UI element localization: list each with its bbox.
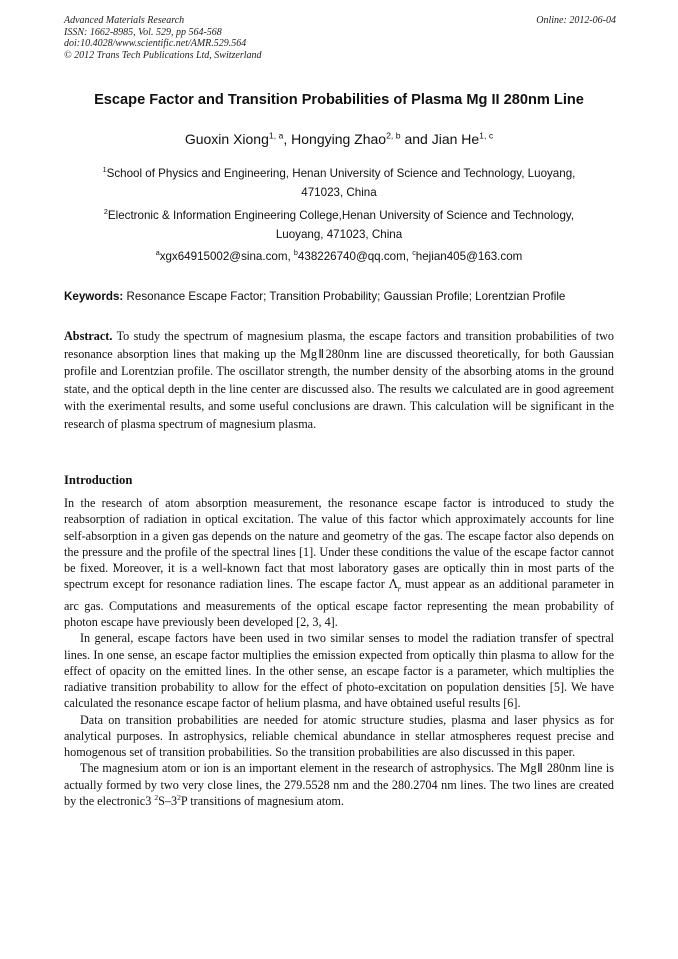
affiliation-mark: 2 [103,207,108,217]
email-mark: c [412,248,416,258]
journal-name: Advanced Materials Research [64,15,185,26]
abstract-label: Abstract. [64,329,113,343]
paper-title: Escape Factor and Transition Probabilities of Plasma Mg II 280nm Line [94,92,584,108]
email-address: 438226740@qq.com, [297,250,413,263]
symbol-subscript: r [397,585,401,594]
author-affiliation-mark: 1, c [479,130,494,141]
author-name: Jian He [431,131,480,147]
journal-header [64,15,616,61]
author-affiliation-mark: 1, a [268,130,284,141]
author-separator: , [283,131,292,147]
author-name: Hongying Zhao [291,131,387,147]
keywords-text: Resonance Escape Factor; Transition Probability; Gaussian Profile; Lorentzian Profile [123,290,566,303]
author-affiliation-mark: 2, b [386,130,401,141]
paragraph-text: The magnesium atom or ion is an important element in the research of astrophysics. The MgⅡ 280nm line is actually formed by two very close lines, the 279.5528 nm and the 280.2704 nm lines. The two lines are created by the electronic3 [64,761,614,808]
online-date: Online: 2012-06-04 [536,15,616,26]
author-name: Guoxin Xiong [184,131,269,147]
email-mark: a [155,248,160,258]
keywords [64,290,624,303]
affiliation-text: Electronic & Information Engineering College,Henan University of Science and Technology, Luoyang, 471023, China [107,209,575,241]
affiliation [82,206,596,244]
keywords-label: Keywords: [64,290,124,303]
author-list [0,131,678,147]
introduction-body [64,495,614,809]
paragraph: In general, escape factors have been used in two similar senses to model the radiation transfer of spectral lines. In one sense, an escape factor multiplies the emission expected from optically thin plasma to allow for the effect of opacity on the emitted lines. In the other sense, an escape factor is a parameter, which multiplies the radiative transition probability to allow for the effect of photo-excitation on population densities [5]. We have calculated the resonance escape factor of helium plasma, and have obtained useful results [6]. [64,631,614,711]
email-address: hejian405@163.com [415,250,523,263]
symbol-lambda: Λ [388,577,398,592]
affiliation-text: School of Physics and Engineering, Henan University of Science and Technology, Luoyang, 471023, China [106,167,576,199]
escape-factor-symbol [388,577,401,594]
paragraph-text: In the research of atom absorption measurement, the resonance escape factor is introduced to study the reabsorption of radiation in optical excitation. The value of this factor which approximately accounts for line self-absorption in a given gas depends on the nature and geometry of the gas. The escape factor also depends on the pressure and the profile of the spectral lines [1]. Under these conditions the value of the escape factor cannot be fixed. Moreover, it is a well-known fact that most laboratory gases are optically thin in most parts of the spectrum except for resonance radiation lines. The escape factor [64,496,614,592]
term-superscript: 2 [154,792,159,802]
journal-copyright: © 2012 Trans Tech Publications Ltd, Switzerland [64,49,262,61]
paragraph [64,760,614,809]
abstract-text: To study the spectrum of magnesium plasma, the escape factors and transition probabilities of two resonance absorption lines that making up the MgⅡ280nm line are discussed theoretically, for both Gaussian profile and Lorentzian profile. The oscillator strength, the number density of the absorbing atoms in the ground state, and the optical depth in the line center are discussed also. The results we calculated are in good agreement with the exerimental results, and some useful conclusions are drawn. This calculation will be significant in the research of plasma spectrum of magnesium plasma. [64,329,614,431]
section-heading-introduction: Introduction [64,473,133,487]
email-mark: b [293,248,298,258]
term-superscript: 2 [177,792,181,802]
journal-doi: doi:10.4028/www.scientific.net/AMR.529.564 [64,38,247,49]
paragraph-text: must appear as an additional parameter in arc gas. Computations and measurements of the optical escape factor representing the mean probability of photon escape have previously been developed [2, 3, 4]. [64,577,615,630]
paragraph-text: S–3 [158,793,178,808]
affiliation-mark: 1 [102,165,107,175]
email-address: xgx64915002@sina.com, [159,250,294,263]
paragraph-text: P transitions of magnesium atom. [180,793,344,808]
paragraph: Data on transition probabilities are needed for atomic structure studies, plasma and laser physics as for analytical purposes. In astrophysics, reliable chemical abundance in stellar atmospheres request precise and homogenous set of transition probabilities. So the transition probabilities are also discussed in this paper. [64,712,614,760]
affiliation [82,164,596,202]
author-separator: and [400,131,432,147]
author-emails [0,250,678,263]
journal-issn: ISSN: 1662-8985, Vol. 529, pp 564-568 [64,26,222,38]
paragraph [64,495,614,630]
abstract [64,328,614,433]
